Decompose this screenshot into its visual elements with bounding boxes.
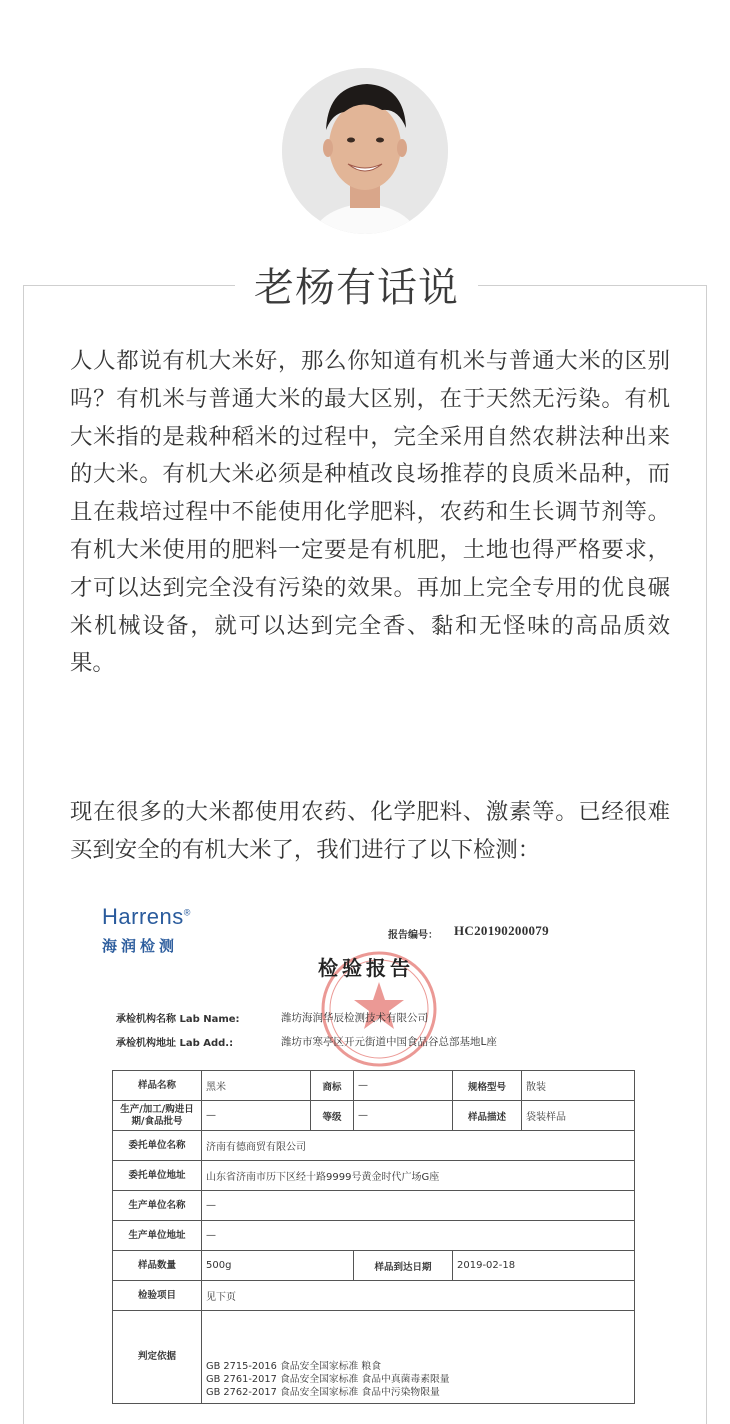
harrens-logo-cn: 海润检测 [102,937,179,955]
table-row [113,1191,635,1221]
basis-item: GB 2761-2017 食品安全国家标准 食品中真菌毒素限量 [206,1374,450,1385]
sample-name: 黑米 [202,1071,311,1101]
frame-top-left-line [23,285,235,286]
basis-item: GB 2715-2016 食品安全国家标准 粮食 [206,1361,382,1372]
lab-name: 潍坊海润华辰检测技术有限公司 [281,1012,428,1024]
table-row [113,1311,635,1404]
author-avatar [282,68,448,234]
client-name-label: 委托单位名称 [113,1131,202,1161]
table-row [113,1131,635,1161]
basis-label: 判定依据 [113,1311,202,1404]
frame-left-line [23,285,24,1424]
desc-label: 样品描述 [453,1101,522,1131]
table-row [113,1101,635,1131]
grade-label: 等级 [311,1101,354,1131]
test-paragraph: 现在很多的大米都使用农药、化学肥料、激素等。已经很难买到安全的有机大米了，我们进行了以下检测： [70,799,670,863]
client-name: 济南有德商贸有限公司 [202,1131,635,1161]
harrens-logo: Harrens® [102,904,191,929]
table-row [113,1161,635,1191]
report-title: 检验报告 [318,956,414,980]
batch-label: 生产/加工/购进日期/食品批号 [113,1101,202,1131]
report-table [112,1070,635,1404]
batch: — [202,1101,311,1131]
arrival-date-label: 样品到达日期 [354,1251,453,1281]
lab-name-label: 承检机构名称 Lab Name: [116,1014,240,1025]
trademark-label: 商标 [311,1071,354,1101]
frame-right-line [706,285,707,1424]
grade: — [354,1101,453,1131]
quantity-label: 样品数量 [113,1251,202,1281]
inspection-report [96,898,644,1408]
producer-address-label: 生产单位地址 [113,1221,202,1251]
test-items-label: 检验项目 [113,1281,202,1311]
section-title: 老杨有话说 [254,265,459,311]
intro-paragraph: 人人都说有机大米好，那么你知道有机米与普通大米的区别吗？有机米与普通大米的最大区别，在于天然无污染。有机大米指的是栽种稻米的过程中，完全采用自然农耕法种出来的大米。有机大米必须是种植改良场推荐的良质米品种，而且在栽培过程中不能使用化学肥料，农药和生长调节剂等。有机大米使用的肥料一定要是有机肥，土地也得严格要求，才可以达到完全没有污染的效果。再加上完全专用的优良碾米机械设备，就可以达到完全香、黏和无怪味的高品质效果。 [70,348,670,677]
quantity: 500g [202,1251,354,1281]
report-number-label: 报告编号： [388,930,438,941]
lab-address: 潍坊市寒亭区开元街道中国食品谷总部基地L座 [281,1036,497,1048]
client-address: 山东省济南市历下区经十路9999号黄金时代广场G座 [202,1161,635,1191]
basis-item: GB 2762-2017 食品安全国家标准 食品中污染物限量 [206,1387,440,1398]
test-items: 见下页 [202,1281,635,1311]
client-address-label: 委托单位地址 [113,1161,202,1191]
table-row [113,1281,635,1311]
frame-top-right-line [478,285,707,286]
spec-label: 规格型号 [453,1071,522,1101]
producer-name-label: 生产单位名称 [113,1191,202,1221]
report-number: HC20190200079 [454,923,549,938]
producer-name: — [202,1191,635,1221]
table-row [113,1071,635,1101]
basis-list [202,1311,635,1404]
sample-name-label: 样品名称 [113,1071,202,1101]
arrival-date: 2019-02-18 [453,1251,635,1281]
trademark: — [354,1071,453,1101]
person-portrait-icon [282,68,448,234]
table-row [113,1251,635,1281]
producer-address: — [202,1221,635,1251]
table-row [113,1221,635,1251]
desc: 袋装样品 [522,1101,635,1131]
lab-address-label: 承检机构地址 Lab Add.: [116,1038,234,1049]
spec: 散装 [522,1071,635,1101]
